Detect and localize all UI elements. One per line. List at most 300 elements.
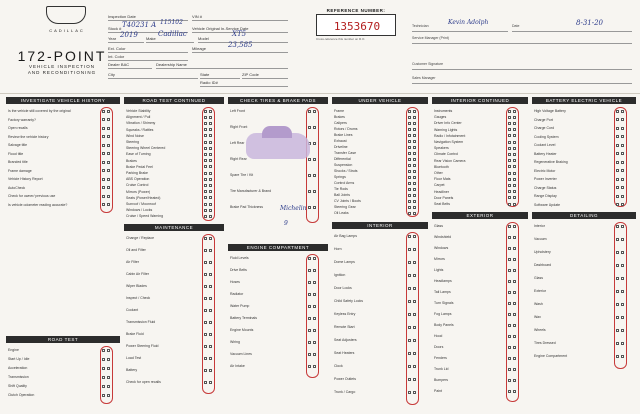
pass-checkbox[interactable] — [616, 135, 619, 138]
state-field[interactable] — [200, 72, 240, 79]
pass-checkbox[interactable] — [308, 305, 311, 308]
fail-checkbox[interactable] — [313, 257, 316, 260]
pass-checkbox[interactable] — [204, 190, 207, 193]
pass-checkbox[interactable] — [204, 215, 207, 218]
fail-checkbox[interactable] — [209, 237, 212, 240]
fail-checkbox[interactable] — [513, 390, 516, 393]
fail-checkbox[interactable] — [621, 251, 624, 254]
fail-checkbox[interactable] — [413, 176, 416, 179]
fail-checkbox[interactable] — [513, 236, 516, 239]
fail-checkbox[interactable] — [413, 274, 416, 277]
pass-checkbox[interactable] — [408, 128, 411, 131]
pass-checkbox[interactable] — [102, 358, 105, 361]
pass-checkbox[interactable] — [308, 174, 311, 177]
pass-checkbox[interactable] — [408, 287, 411, 290]
pass-checkbox[interactable] — [102, 195, 105, 198]
pass-checkbox[interactable] — [308, 365, 311, 368]
fail-checkbox[interactable] — [313, 174, 316, 177]
fail-checkbox[interactable] — [313, 110, 316, 113]
pass-checkbox[interactable] — [616, 238, 619, 241]
pass-checkbox[interactable] — [204, 159, 207, 162]
fail-checkbox[interactable] — [413, 134, 416, 137]
fail-checkbox[interactable] — [107, 394, 110, 397]
fail-checkbox[interactable] — [513, 346, 516, 349]
fail-checkbox[interactable] — [413, 378, 416, 381]
fail-checkbox[interactable] — [621, 316, 624, 319]
dealership-name-field[interactable] — [156, 62, 288, 69]
pass-checkbox[interactable] — [102, 127, 105, 130]
pass-checkbox[interactable] — [616, 329, 619, 332]
fail-checkbox[interactable] — [313, 341, 316, 344]
sales-manager-field[interactable] — [412, 76, 632, 84]
fail-checkbox[interactable] — [107, 376, 110, 379]
fail-checkbox[interactable] — [209, 345, 212, 348]
fail-checkbox[interactable] — [413, 212, 416, 215]
fail-checkbox[interactable] — [413, 116, 416, 119]
fail-checkbox[interactable] — [413, 339, 416, 342]
pass-checkbox[interactable] — [616, 127, 619, 130]
pass-checkbox[interactable] — [204, 196, 207, 199]
fail-checkbox[interactable] — [313, 353, 316, 356]
fail-checkbox[interactable] — [313, 365, 316, 368]
pass-checkbox[interactable] — [508, 184, 511, 187]
fail-checkbox[interactable] — [413, 326, 416, 329]
fail-checkbox[interactable] — [413, 200, 416, 203]
pass-checkbox[interactable] — [204, 273, 207, 276]
pass-checkbox[interactable] — [508, 203, 511, 206]
fail-checkbox[interactable] — [621, 329, 624, 332]
pass-checkbox[interactable] — [508, 134, 511, 137]
pass-checkbox[interactable] — [408, 170, 411, 173]
customer-signature-field[interactable] — [412, 62, 632, 70]
pass-checkbox[interactable] — [508, 172, 511, 175]
pass-checkbox[interactable] — [102, 169, 105, 172]
pass-checkbox[interactable] — [204, 122, 207, 125]
pass-checkbox[interactable] — [616, 355, 619, 358]
int-color-field[interactable] — [108, 54, 188, 61]
pass-checkbox[interactable] — [102, 376, 105, 379]
pass-checkbox[interactable] — [408, 188, 411, 191]
fail-checkbox[interactable] — [513, 203, 516, 206]
pass-checkbox[interactable] — [408, 326, 411, 329]
pass-checkbox[interactable] — [508, 302, 511, 305]
pass-checkbox[interactable] — [508, 225, 511, 228]
pass-checkbox[interactable] — [204, 209, 207, 212]
fail-checkbox[interactable] — [107, 127, 110, 130]
pass-checkbox[interactable] — [408, 274, 411, 277]
fail-checkbox[interactable] — [209, 273, 212, 276]
fail-checkbox[interactable] — [209, 190, 212, 193]
fail-checkbox[interactable] — [107, 161, 110, 164]
pass-checkbox[interactable] — [308, 110, 311, 113]
fail-checkbox[interactable] — [413, 261, 416, 264]
pass-checkbox[interactable] — [616, 178, 619, 181]
fail-checkbox[interactable] — [513, 165, 516, 168]
pass-checkbox[interactable] — [204, 134, 207, 137]
pass-checkbox[interactable] — [508, 335, 511, 338]
pass-checkbox[interactable] — [508, 190, 511, 193]
fail-checkbox[interactable] — [513, 110, 516, 113]
pass-checkbox[interactable] — [408, 140, 411, 143]
fail-checkbox[interactable] — [209, 134, 212, 137]
pass-checkbox[interactable] — [408, 158, 411, 161]
fail-checkbox[interactable] — [107, 144, 110, 147]
fail-checkbox[interactable] — [513, 313, 516, 316]
pass-checkbox[interactable] — [204, 178, 207, 181]
fail-checkbox[interactable] — [621, 355, 624, 358]
fail-checkbox[interactable] — [513, 368, 516, 371]
fail-checkbox[interactable] — [513, 280, 516, 283]
pass-checkbox[interactable] — [408, 164, 411, 167]
pass-checkbox[interactable] — [102, 349, 105, 352]
pass-checkbox[interactable] — [204, 357, 207, 360]
fail-checkbox[interactable] — [413, 170, 416, 173]
fail-checkbox[interactable] — [513, 178, 516, 181]
fail-checkbox[interactable] — [313, 305, 316, 308]
pass-checkbox[interactable] — [204, 128, 207, 131]
fail-checkbox[interactable] — [513, 324, 516, 327]
fail-checkbox[interactable] — [413, 110, 416, 113]
fail-checkbox[interactable] — [413, 300, 416, 303]
pass-checkbox[interactable] — [408, 182, 411, 185]
fail-checkbox[interactable] — [513, 335, 516, 338]
fail-checkbox[interactable] — [107, 349, 110, 352]
pass-checkbox[interactable] — [204, 147, 207, 150]
fail-checkbox[interactable] — [513, 302, 516, 305]
fail-checkbox[interactable] — [513, 196, 516, 199]
pass-checkbox[interactable] — [408, 116, 411, 119]
fail-checkbox[interactable] — [413, 206, 416, 209]
pass-checkbox[interactable] — [308, 281, 311, 284]
fail-checkbox[interactable] — [107, 186, 110, 189]
fail-checkbox[interactable] — [621, 135, 624, 138]
fail-checkbox[interactable] — [513, 225, 516, 228]
pass-checkbox[interactable] — [204, 116, 207, 119]
fail-checkbox[interactable] — [313, 126, 316, 129]
pass-checkbox[interactable] — [408, 152, 411, 155]
vin-field[interactable] — [192, 14, 288, 21]
pass-checkbox[interactable] — [616, 277, 619, 280]
fail-checkbox[interactable] — [209, 285, 212, 288]
fail-checkbox[interactable] — [513, 190, 516, 193]
pass-checkbox[interactable] — [616, 342, 619, 345]
pass-checkbox[interactable] — [508, 357, 511, 360]
pass-checkbox[interactable] — [204, 309, 207, 312]
pass-checkbox[interactable] — [508, 122, 511, 125]
fail-checkbox[interactable] — [513, 159, 516, 162]
fail-checkbox[interactable] — [413, 140, 416, 143]
pass-checkbox[interactable] — [102, 152, 105, 155]
pass-checkbox[interactable] — [102, 186, 105, 189]
pass-checkbox[interactable] — [508, 247, 511, 250]
pass-checkbox[interactable] — [102, 118, 105, 121]
pass-checkbox[interactable] — [508, 196, 511, 199]
pass-checkbox[interactable] — [616, 186, 619, 189]
pass-checkbox[interactable] — [308, 269, 311, 272]
pass-checkbox[interactable] — [308, 257, 311, 260]
pass-checkbox[interactable] — [508, 165, 511, 168]
pass-checkbox[interactable] — [408, 248, 411, 251]
fail-checkbox[interactable] — [107, 169, 110, 172]
pass-checkbox[interactable] — [308, 317, 311, 320]
fail-checkbox[interactable] — [413, 313, 416, 316]
pass-checkbox[interactable] — [616, 251, 619, 254]
pass-checkbox[interactable] — [204, 110, 207, 113]
fail-checkbox[interactable] — [621, 277, 624, 280]
pass-checkbox[interactable] — [408, 200, 411, 203]
fail-checkbox[interactable] — [313, 190, 316, 193]
fail-checkbox[interactable] — [413, 365, 416, 368]
fail-checkbox[interactable] — [621, 238, 624, 241]
fail-checkbox[interactable] — [107, 178, 110, 181]
ext-color-field[interactable] — [108, 46, 188, 53]
fail-checkbox[interactable] — [209, 147, 212, 150]
pass-checkbox[interactable] — [204, 237, 207, 240]
fail-checkbox[interactable] — [107, 118, 110, 121]
fail-checkbox[interactable] — [209, 203, 212, 206]
fail-checkbox[interactable] — [107, 385, 110, 388]
fail-checkbox[interactable] — [209, 184, 212, 187]
pass-checkbox[interactable] — [508, 390, 511, 393]
pass-checkbox[interactable] — [408, 378, 411, 381]
pass-checkbox[interactable] — [204, 141, 207, 144]
fail-checkbox[interactable] — [209, 249, 212, 252]
pass-checkbox[interactable] — [508, 147, 511, 150]
pass-checkbox[interactable] — [102, 394, 105, 397]
pass-checkbox[interactable] — [408, 146, 411, 149]
fail-checkbox[interactable] — [209, 321, 212, 324]
pass-checkbox[interactable] — [616, 169, 619, 172]
pass-checkbox[interactable] — [408, 300, 411, 303]
pass-checkbox[interactable] — [102, 110, 105, 113]
fail-checkbox[interactable] — [413, 164, 416, 167]
pass-checkbox[interactable] — [616, 303, 619, 306]
fail-checkbox[interactable] — [621, 118, 624, 121]
pass-checkbox[interactable] — [508, 153, 511, 156]
fail-checkbox[interactable] — [513, 269, 516, 272]
pass-checkbox[interactable] — [102, 135, 105, 138]
fail-checkbox[interactable] — [621, 178, 624, 181]
pass-checkbox[interactable] — [204, 369, 207, 372]
pass-checkbox[interactable] — [616, 195, 619, 198]
pass-checkbox[interactable] — [508, 368, 511, 371]
fail-checkbox[interactable] — [209, 209, 212, 212]
fail-checkbox[interactable] — [621, 225, 624, 228]
pass-checkbox[interactable] — [508, 291, 511, 294]
fail-checkbox[interactable] — [621, 152, 624, 155]
pass-checkbox[interactable] — [408, 339, 411, 342]
fail-checkbox[interactable] — [413, 182, 416, 185]
fail-checkbox[interactable] — [621, 342, 624, 345]
pass-checkbox[interactable] — [508, 324, 511, 327]
pass-checkbox[interactable] — [204, 381, 207, 384]
pass-checkbox[interactable] — [616, 161, 619, 164]
fail-checkbox[interactable] — [621, 195, 624, 198]
fail-checkbox[interactable] — [621, 303, 624, 306]
fail-checkbox[interactable] — [513, 122, 516, 125]
fail-checkbox[interactable] — [513, 184, 516, 187]
pass-checkbox[interactable] — [616, 225, 619, 228]
fail-checkbox[interactable] — [513, 357, 516, 360]
fail-checkbox[interactable] — [621, 186, 624, 189]
pass-checkbox[interactable] — [308, 158, 311, 161]
pass-checkbox[interactable] — [204, 172, 207, 175]
pass-checkbox[interactable] — [508, 141, 511, 144]
pass-checkbox[interactable] — [204, 345, 207, 348]
fail-checkbox[interactable] — [413, 188, 416, 191]
fail-checkbox[interactable] — [413, 128, 416, 131]
pass-checkbox[interactable] — [508, 379, 511, 382]
fail-checkbox[interactable] — [209, 369, 212, 372]
pass-checkbox[interactable] — [508, 313, 511, 316]
fail-checkbox[interactable] — [513, 247, 516, 250]
pass-checkbox[interactable] — [408, 134, 411, 137]
radio-id-field[interactable] — [200, 80, 288, 87]
pass-checkbox[interactable] — [508, 258, 511, 261]
fail-checkbox[interactable] — [209, 165, 212, 168]
fail-checkbox[interactable] — [513, 153, 516, 156]
fail-checkbox[interactable] — [513, 134, 516, 137]
fail-checkbox[interactable] — [209, 141, 212, 144]
pass-checkbox[interactable] — [508, 178, 511, 181]
fail-checkbox[interactable] — [313, 269, 316, 272]
pass-checkbox[interactable] — [408, 391, 411, 394]
pass-checkbox[interactable] — [508, 128, 511, 131]
fail-checkbox[interactable] — [621, 290, 624, 293]
pass-checkbox[interactable] — [204, 249, 207, 252]
pass-checkbox[interactable] — [616, 203, 619, 206]
pass-checkbox[interactable] — [616, 144, 619, 147]
fail-checkbox[interactable] — [107, 203, 110, 206]
pass-checkbox[interactable] — [408, 122, 411, 125]
fail-checkbox[interactable] — [413, 235, 416, 238]
pass-checkbox[interactable] — [408, 206, 411, 209]
zip-field[interactable] — [242, 72, 288, 79]
fail-checkbox[interactable] — [513, 147, 516, 150]
pass-checkbox[interactable] — [204, 165, 207, 168]
pass-checkbox[interactable] — [102, 161, 105, 164]
pass-checkbox[interactable] — [616, 316, 619, 319]
pass-checkbox[interactable] — [204, 321, 207, 324]
pass-checkbox[interactable] — [508, 159, 511, 162]
pass-checkbox[interactable] — [204, 203, 207, 206]
pass-checkbox[interactable] — [408, 194, 411, 197]
fail-checkbox[interactable] — [209, 153, 212, 156]
pass-checkbox[interactable] — [204, 261, 207, 264]
fail-checkbox[interactable] — [107, 195, 110, 198]
pass-checkbox[interactable] — [204, 297, 207, 300]
pass-checkbox[interactable] — [102, 178, 105, 181]
fail-checkbox[interactable] — [209, 196, 212, 199]
pass-checkbox[interactable] — [204, 285, 207, 288]
fail-checkbox[interactable] — [313, 142, 316, 145]
fail-checkbox[interactable] — [413, 122, 416, 125]
fail-checkbox[interactable] — [313, 317, 316, 320]
pass-checkbox[interactable] — [408, 352, 411, 355]
pass-checkbox[interactable] — [408, 365, 411, 368]
fail-checkbox[interactable] — [209, 309, 212, 312]
fail-checkbox[interactable] — [513, 141, 516, 144]
fail-checkbox[interactable] — [107, 152, 110, 155]
fail-checkbox[interactable] — [513, 128, 516, 131]
pass-checkbox[interactable] — [308, 353, 311, 356]
pass-checkbox[interactable] — [308, 206, 311, 209]
fail-checkbox[interactable] — [107, 358, 110, 361]
fail-checkbox[interactable] — [413, 158, 416, 161]
fail-checkbox[interactable] — [209, 116, 212, 119]
dealer-bac-field[interactable] — [108, 62, 152, 69]
fail-checkbox[interactable] — [621, 110, 624, 113]
fail-checkbox[interactable] — [209, 122, 212, 125]
pass-checkbox[interactable] — [102, 203, 105, 206]
fail-checkbox[interactable] — [313, 206, 316, 209]
pass-checkbox[interactable] — [616, 264, 619, 267]
fail-checkbox[interactable] — [209, 261, 212, 264]
fail-checkbox[interactable] — [209, 297, 212, 300]
pass-checkbox[interactable] — [616, 110, 619, 113]
service-manager-field[interactable] — [412, 36, 632, 44]
fail-checkbox[interactable] — [621, 127, 624, 130]
pass-checkbox[interactable] — [508, 346, 511, 349]
pass-checkbox[interactable] — [508, 116, 511, 119]
fail-checkbox[interactable] — [621, 264, 624, 267]
fail-checkbox[interactable] — [209, 381, 212, 384]
fail-checkbox[interactable] — [513, 291, 516, 294]
pass-checkbox[interactable] — [204, 153, 207, 156]
fail-checkbox[interactable] — [313, 281, 316, 284]
pass-checkbox[interactable] — [616, 290, 619, 293]
fail-checkbox[interactable] — [621, 144, 624, 147]
pass-checkbox[interactable] — [102, 144, 105, 147]
pass-checkbox[interactable] — [204, 333, 207, 336]
fail-checkbox[interactable] — [209, 128, 212, 131]
pass-checkbox[interactable] — [508, 236, 511, 239]
pass-checkbox[interactable] — [508, 110, 511, 113]
pass-checkbox[interactable] — [308, 341, 311, 344]
fail-checkbox[interactable] — [107, 110, 110, 113]
fail-checkbox[interactable] — [413, 146, 416, 149]
fail-checkbox[interactable] — [413, 194, 416, 197]
pass-checkbox[interactable] — [408, 212, 411, 215]
pass-checkbox[interactable] — [616, 152, 619, 155]
fail-checkbox[interactable] — [313, 293, 316, 296]
pass-checkbox[interactable] — [508, 280, 511, 283]
fail-checkbox[interactable] — [209, 178, 212, 181]
pass-checkbox[interactable] — [408, 110, 411, 113]
fail-checkbox[interactable] — [209, 333, 212, 336]
pass-checkbox[interactable] — [102, 385, 105, 388]
fail-checkbox[interactable] — [513, 116, 516, 119]
fail-checkbox[interactable] — [513, 258, 516, 261]
pass-checkbox[interactable] — [408, 176, 411, 179]
date-field[interactable] — [512, 24, 632, 32]
fail-checkbox[interactable] — [413, 248, 416, 251]
fail-checkbox[interactable] — [513, 379, 516, 382]
pass-checkbox[interactable] — [308, 329, 311, 332]
fail-checkbox[interactable] — [209, 357, 212, 360]
fail-checkbox[interactable] — [209, 110, 212, 113]
fail-checkbox[interactable] — [621, 203, 624, 206]
city-field[interactable] — [108, 72, 198, 79]
fail-checkbox[interactable] — [413, 152, 416, 155]
fail-checkbox[interactable] — [513, 172, 516, 175]
pass-checkbox[interactable] — [508, 269, 511, 272]
fail-checkbox[interactable] — [413, 352, 416, 355]
pass-checkbox[interactable] — [408, 261, 411, 264]
fail-checkbox[interactable] — [209, 159, 212, 162]
pass-checkbox[interactable] — [408, 313, 411, 316]
fail-checkbox[interactable] — [209, 172, 212, 175]
